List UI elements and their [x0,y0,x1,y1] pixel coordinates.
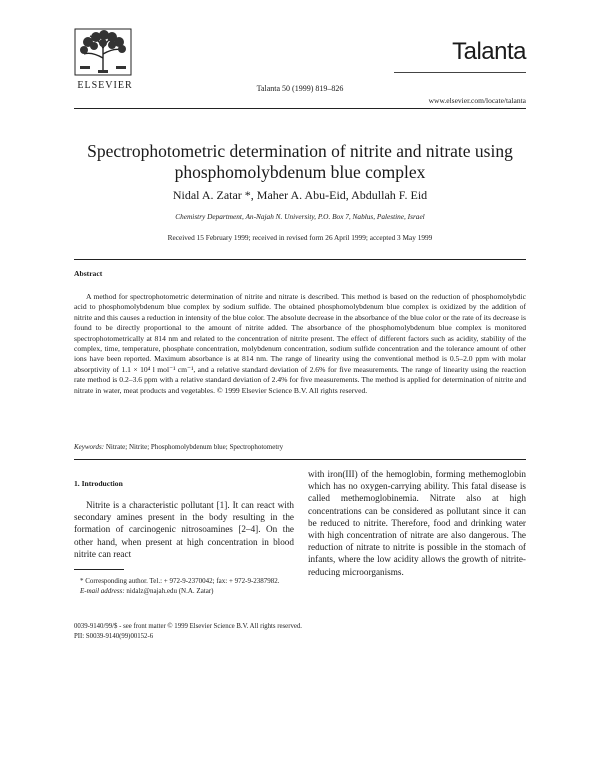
email-label: E-mail address: [80,586,125,595]
pii-line: PII: S0039-9140(99)00152-6 [74,633,154,641]
abstract-text: A method for spectrophotometric determination of nitrite and nitrate is described. This method is based on the reduction of phosphomolybdic acid to phosphomolybdenum blue complex by sodium sulfide. The obtained phosphomolybdenum blue complex is oxidized by the addition of nitrite and this causes a reduction in intensity of the blue color. The absolute decrease in the absorbance of the blue color or the rate of its decrease is found to be directly proportional to the amount of nitrite added. The absorbance of the phosphomolybdenum blue complex is monitored spectrophotometrically at 814 nm and related to the concentration of nitrite present. The effect of different factors such as acidity, stability of the complex, time, temperature, phosphate concentration, molybdenum concentration, sodium sulfide concentration and the tolerance amount of other ions have been reported. Maximum absorbance is at 814 nm. The range of linearity using the conventional method is 0.5–2.0 ppm with molar absorptivity of 1.1 × 10⁴ l mol⁻¹ cm⁻¹, and a relative standard deviation of 2.6% for five measurements. The range of linearity using the reaction rate method is 0.2–3.6 ppm with a relative standard deviation of 2.4% for five measurements. The method is applied for determination of nitrite and nitrate in water, meat products and vegetables. © 1999 Elsevier Science B.V. All rights reserved. [74,292,526,395]
affiliation: Chemistry Department, An-Najah N. University, P.O. Box 7, Nablus, Palestine, Israel [175,212,425,221]
abstract-heading: Abstract [74,269,103,278]
abstract-divider [74,459,526,460]
corresponding-author-note: * Corresponding author. Tel.: + 972-9-2370042; fax: + 972-9-2387982. [80,577,280,585]
journal-citation: Talanta 50 (1999) 819–826 [256,84,344,93]
email-address: nidalz@najah.edu (N.A. Zatar) [126,586,214,595]
issn-line: 0039-9140/99/$ - see front matter © 1999 Elsevier Science B.V. All rights reserved. [74,623,302,630]
publisher-name: ELSEVIER [77,80,133,91]
elsevier-tree-logo [74,28,132,76]
footnote [74,577,298,596]
author-list: Nidal A. Zatar *, Maher A. Abu-Eid, Abdullah F. Eid [172,188,428,202]
header-divider [74,108,526,109]
email-note [74,587,298,597]
intro-left-column: Nitrite is a characteristic pollutant [1]. It can react with secondary amines present in the body resulting in the formation of carcinogenic nitrosoamines [2–4]. On the other hand, when present at high concentration in blood nitrite can react [74,500,294,559]
received-dates: Received 15 February 1999; received in revised form 26 April 1999; accepted 3 May 1999 [167,233,433,242]
keywords-label: Keywords: [74,443,105,451]
section-heading: 1. Introduction [74,479,123,488]
keywords-text: Nitrate; Nitrite; Phosphomolybdenum blue; Spectrophotometry [105,443,284,451]
journal-title: Talanta [452,38,526,65]
front-matter-info [74,622,302,643]
article-title: Spectrophotometric determination of nitrite and nitrate using phosphomolybdenum blue complex [87,141,513,182]
journal-url: www.elsevier.com/locate/talanta [428,96,526,105]
footnote-divider [74,569,124,570]
intro-right-column: with iron(III) of the hemoglobin, forming methemoglobin which has no oxygen-carrying ability. This fatal disease is called methemoglobinemia. Nitrate also at high concentrations can be considered as pollutant since it can be reduced to nitrite. Therefore, food and drinking water with high concentration of nitrate are also dangerous. The reduction of nitrate to nitrite is possible in the stomach of infants, where the low acidity allows the growth of nitrite-reducing microorganisms. [308,469,526,577]
journal-underline [394,72,526,73]
keywords-line [74,443,526,451]
title-divider [74,259,526,260]
